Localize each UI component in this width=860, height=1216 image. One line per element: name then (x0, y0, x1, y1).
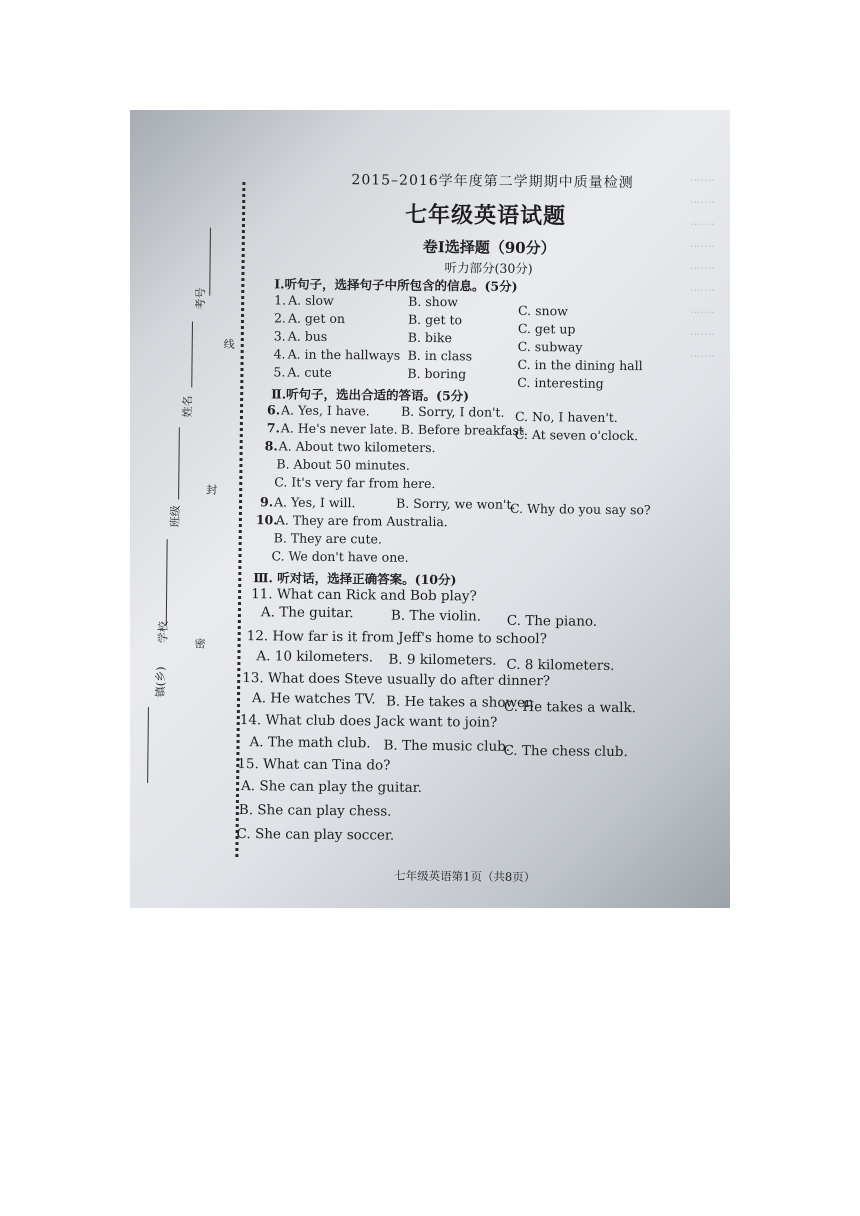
option-c: C. She can play soccer. (236, 825, 395, 844)
option-c: C. The chess club. (503, 742, 628, 761)
subject-title: 七年级英语试题 (404, 201, 567, 230)
paper-title: 卷Ⅰ选择题（90分） (422, 237, 556, 258)
option-a: A. in the hallways (287, 346, 401, 363)
question-number: 6. (266, 402, 281, 418)
option-c: C. We don't have one. (271, 548, 409, 565)
section-3-title: Ⅲ. 听对话，选择正确答案。(10分) (253, 570, 457, 588)
question-number: 4. (273, 346, 286, 362)
option-c: C. get up (517, 320, 576, 337)
question-stem: 15. What can Tina do? (237, 755, 391, 774)
side-label-name: 姓名 (180, 395, 195, 418)
bleed-through-right: ······· ······· ······· ······· ······· ······· ······· ······· ······· (690, 174, 715, 363)
option-a: A. He watches TV. (251, 690, 376, 708)
option-a: A. 10 kilometers. (256, 648, 374, 666)
option-c: C. interesting (517, 374, 604, 391)
question-number: 2. (273, 310, 287, 326)
question-number: 9. (259, 494, 274, 510)
option-b: B. Before breakfast. (400, 421, 529, 439)
side-blank-line (166, 539, 168, 625)
question-number: 1. (274, 292, 287, 308)
option-a: A. She can play the guitar. (241, 778, 423, 796)
question-number: 3. (273, 328, 286, 344)
option-b: B. Sorry, I don't. (400, 403, 505, 420)
option-b: B. show (408, 293, 459, 310)
question-stem: 11. What can Rick and Bob play? (251, 586, 477, 605)
side-blank-line (147, 707, 149, 783)
option-b: B. in class (407, 347, 473, 364)
binding-mark-seal: 封 (206, 483, 218, 497)
side-label-school: 学校 (156, 621, 170, 644)
option-b: B. boring (407, 365, 467, 382)
option-a: A. slow (288, 292, 334, 308)
option-c: C. Why do you say so? (509, 500, 651, 518)
option-a: A. They are from Australia. (275, 512, 448, 530)
option-b: B. bike (407, 329, 452, 346)
option-b: B. 9 kilometers. (388, 651, 497, 669)
option-b: B. They are cute. (273, 530, 382, 547)
question-stem: 14. What club does Jack want to join? (239, 712, 498, 731)
listening-part-title: 听力部分(30分) (444, 260, 533, 277)
option-a: A. get on (287, 310, 346, 327)
option-a: A. He's never late. (280, 420, 398, 437)
question-number: 8. (264, 438, 278, 454)
option-b: B. get to (407, 311, 463, 328)
option-a: A. Yes, I have. (280, 402, 370, 419)
option-a: A. Yes, I will. (273, 494, 356, 511)
option-c: C. subway (517, 338, 583, 355)
binding-mark-secret: 密 (194, 637, 206, 651)
page-number: 七年级英语第1页（共8页） (394, 868, 536, 885)
question-number: 5. (273, 364, 286, 380)
question-number: 10. (255, 512, 278, 528)
option-a: A. The math club. (249, 734, 371, 752)
option-c: C. At seven o'clock. (514, 426, 639, 444)
option-c: C. The piano. (506, 612, 598, 630)
section-1-title: Ⅰ.听句子，选择句子中所包含的信息。(5分) (274, 276, 518, 294)
option-b: B. About 50 minutes. (276, 456, 410, 473)
exam-sheet (130, 110, 730, 908)
side-label-exam-number: 考号 (194, 287, 208, 310)
exam-photo (130, 110, 730, 908)
option-c: C. 8 kilometers. (506, 656, 615, 674)
side-label-class: 班级 (168, 505, 183, 528)
section-2-title: Ⅱ.听句子，选出合适的答语。(5分) (271, 386, 470, 404)
side-blank-line (191, 321, 193, 387)
option-c: C. No, I haven't. (514, 408, 618, 425)
option-a: A. bus (287, 328, 328, 344)
option-b: B. The violin. (390, 607, 482, 625)
binding-mark-line: 线 (223, 337, 235, 351)
option-a: A. cute (287, 364, 332, 380)
option-b: B. The music club. (383, 737, 511, 755)
option-c: C. in the dining hall (517, 356, 643, 374)
exam-title: 2015–2016学年度第二学期期中质量检测 (351, 172, 634, 192)
option-b: B. He takes a shower. (385, 693, 535, 712)
option-a: A. The guitar. (260, 604, 354, 622)
side-blank-line (178, 427, 180, 499)
option-c: C. snow (518, 302, 568, 319)
question-stem: 12. How far is it from Jeff's home to school? (246, 628, 547, 648)
option-a: A. About two kilometers. (278, 438, 436, 456)
question-stem: 13. What does Steve usually do after dinner? (242, 670, 551, 690)
side-blank-line (209, 228, 211, 296)
side-label-town: 镇(乡) (154, 666, 168, 698)
option-c: C. He takes a walk. (503, 698, 637, 717)
question-number: 7. (266, 420, 280, 436)
option-b: B. Sorry, we won't. (395, 495, 516, 512)
option-b: B. She can play chess. (238, 802, 392, 820)
option-c: C. It's very far from here. (274, 474, 436, 492)
